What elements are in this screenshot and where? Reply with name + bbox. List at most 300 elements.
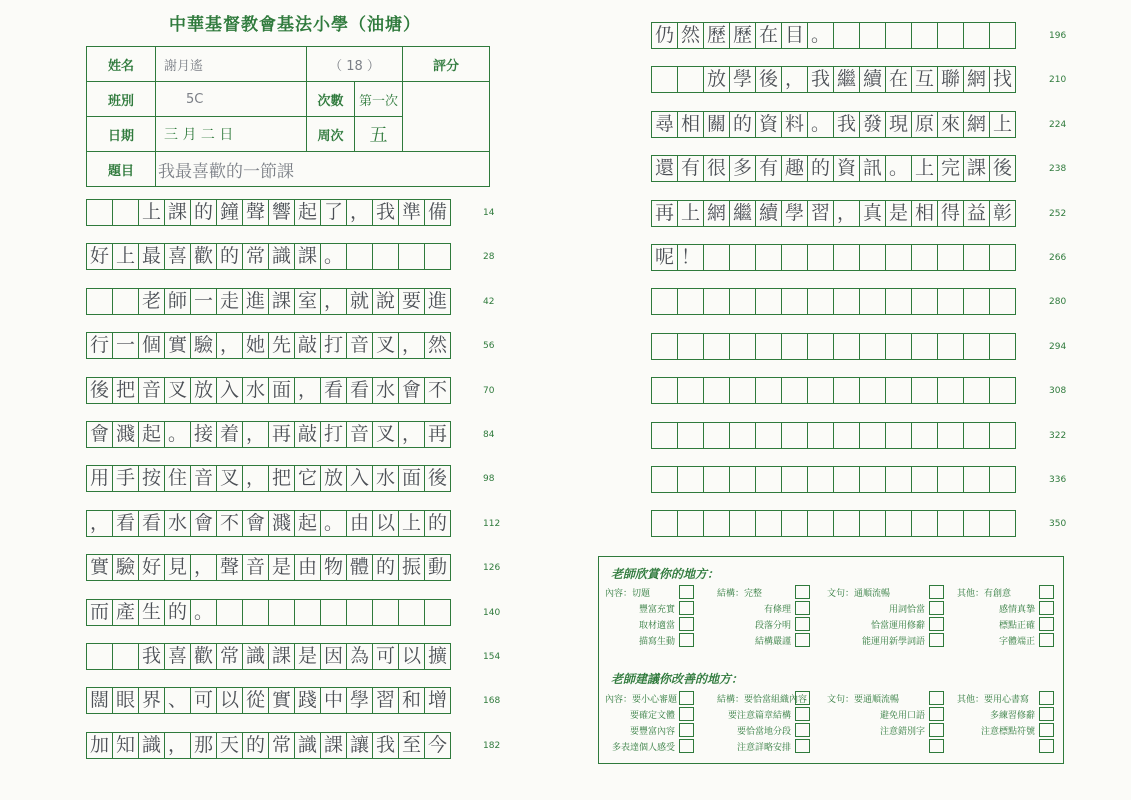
grid-cell [86,288,113,315]
grid-cell [963,510,990,537]
grid-cell: 再 [424,421,451,448]
feedback-checkbox[interactable] [795,617,810,631]
grid-cell: ， [833,200,860,227]
feedback-checkbox[interactable] [1039,739,1054,753]
grid-cell [651,333,678,360]
feedback-item: 內容：要小心審題 [605,695,678,705]
grid-cell [911,377,938,404]
grid-cell: 不 [216,510,243,537]
grid-cell [703,244,730,271]
grid-cell: 叉 [372,421,399,448]
feedback-item: 多表達個人感受 [611,743,675,753]
grid-cell: 實 [268,687,295,714]
grid-row [86,643,450,670]
grid-cell: 增 [424,687,451,714]
grid-cell: 敲 [294,421,321,448]
grid-row [651,333,1015,360]
grid-cell: 最 [138,243,165,270]
grid-cell [372,599,399,626]
times-value: 第一次 [358,93,398,109]
grid-cell: 聯 [937,66,964,93]
grid-cell [937,244,964,271]
grid-cell: 一 [190,288,217,315]
grid-cell: 物 [320,554,347,581]
grid-cell [216,599,243,626]
grid-cell: 相 [677,111,704,138]
improve-title: 老師建議你改善的地方： [611,672,744,686]
grid-cell: 水 [242,377,269,404]
grid-cell [703,510,730,537]
grid-cell [320,599,347,626]
grid-cell: 而 [86,599,113,626]
feedback-checkbox[interactable] [679,601,694,615]
character-count: 210 [1049,75,1067,86]
grid-cell [833,466,860,493]
grid-cell: 再 [268,421,295,448]
grid-cell [677,377,704,404]
feedback-checkbox[interactable] [1039,723,1054,737]
character-count: 42 [483,296,495,307]
feedback-checkbox[interactable] [929,617,944,631]
grid-cell [729,244,756,271]
grid-cell: 敲 [294,332,321,359]
feedback-checkbox[interactable] [1039,585,1054,599]
grid-cell: 和 [398,687,425,714]
feedback-item: 結構嚴謹 [754,637,791,647]
grid-cell [677,288,704,315]
grid-cell: 學 [781,200,808,227]
grid-cell [807,377,834,404]
grid-cell: 聲 [216,554,243,581]
grid-cell [885,288,912,315]
character-count: 140 [483,607,501,618]
character-count: 238 [1049,164,1067,175]
grid-cell: 發 [859,111,886,138]
character-count: 98 [483,474,495,485]
grid-cell: 有 [677,155,704,182]
grid-cell: 課 [320,732,347,759]
grid-cell: 。 [807,22,834,49]
grid-cell [729,288,756,315]
grid-cell: 仍 [651,22,678,49]
feedback-checkbox[interactable] [1039,601,1054,615]
feedback-checkbox[interactable] [929,601,944,615]
feedback-checkbox[interactable] [795,723,810,737]
feedback-item: 用詞恰當 [888,605,925,615]
grid-cell: 再 [651,200,678,227]
feedback-item: 有條理 [763,605,791,615]
grid-cell [937,422,964,449]
grid-cell [755,377,782,404]
grid-cell: 眼 [112,687,139,714]
name-value: 謝月遙 [156,47,307,82]
character-count: 350 [1049,519,1067,530]
feedback-checkbox[interactable] [679,633,694,647]
grid-cell: 課 [963,155,990,182]
grid-cell: 習 [372,687,399,714]
grid-cell: ， [398,332,425,359]
grid-cell: 我 [372,199,399,226]
feedback-checkbox[interactable] [1039,691,1054,705]
feedback-checkbox[interactable] [929,633,944,647]
grid-cell: 打 [320,332,347,359]
grid-cell: 看 [138,510,165,537]
grid-row [86,599,450,626]
grid-row [651,377,1015,404]
topic-value: 我最喜歡的一節課 [156,152,490,187]
grid-cell: 鐘 [216,199,243,226]
grid-cell: 從 [242,687,269,714]
feedback-checkbox[interactable] [679,739,694,753]
grid-cell [859,510,886,537]
class-value: 5C [156,82,307,117]
grid-cell: 了 [320,199,347,226]
times-label: 次數 [307,82,355,116]
feedback-checkbox[interactable] [679,691,694,705]
grid-cell [911,333,938,360]
character-count: 308 [1049,386,1067,397]
grid-cell: 產 [112,599,139,626]
grid-cell [755,333,782,360]
feedback-item: 要恰當地分段 [736,727,791,737]
feedback-item: 其他：要用心書寫 [957,695,1030,705]
feedback-checkbox[interactable] [929,691,944,705]
grid-cell: 接 [190,421,217,448]
grid-cell: 原 [911,111,938,138]
grid-cell [729,510,756,537]
grid-cell: 放 [320,465,347,492]
grid-cell: 那 [190,732,217,759]
feedback-item: 文句：通順流暢 [827,589,891,599]
grid-cell [833,377,860,404]
grid-cell [911,466,938,493]
grid-cell: 益 [963,200,990,227]
grid-cell: 至 [398,732,425,759]
grid-cell [677,66,704,93]
grid-cell: 。 [807,111,834,138]
grid-cell [755,422,782,449]
grid-cell: 上 [911,155,938,182]
grid-cell: 在 [755,22,782,49]
grid-row [86,465,450,492]
grid-cell: 濺 [268,510,295,537]
feedback-item: 標點正確 [998,621,1035,631]
grid-row [651,288,1015,315]
grid-row [86,288,450,315]
grid-cell: 的 [807,155,834,182]
grid-cell [781,377,808,404]
grid-cell: 課 [268,288,295,315]
grid-cell: 常 [216,643,243,670]
grid-cell: 繼 [833,66,860,93]
week-value: 五 [369,125,388,146]
grid-cell [937,288,964,315]
grid-cell [703,466,730,493]
grid-cell: 上 [112,243,139,270]
grid-cell [963,22,990,49]
grid-cell [937,22,964,49]
grid-cell: 室 [294,288,321,315]
grid-cell [807,466,834,493]
grid-cell [859,333,886,360]
grid-cell: 一 [112,332,139,359]
feedback-item: 能運用新學詞語 [861,637,925,647]
grid-cell: 由 [346,510,373,537]
feedback-checkbox[interactable] [795,739,810,753]
grid-cell: 然 [424,332,451,359]
character-count: 84 [483,430,495,440]
feedback-checkbox[interactable] [795,601,810,615]
grid-cell [885,333,912,360]
grid-cell: 天 [216,732,243,759]
feedback-checkbox[interactable] [679,585,694,599]
grid-cell [859,22,886,49]
grid-cell [781,510,808,537]
grid-cell [833,510,860,537]
grid-cell [424,599,451,626]
grid-cell: 還 [651,155,678,182]
grid-cell [937,377,964,404]
grid-cell: 因 [320,643,347,670]
grid-cell: 面 [398,465,425,492]
grid-row [651,66,1015,93]
feedback-item: 恰當運用修辭 [870,621,925,631]
feedback-checkbox[interactable] [679,723,694,737]
grid-cell: 實 [164,332,191,359]
grid-cell [755,466,782,493]
grid-cell: 歡 [190,243,217,270]
grid-cell: ， [320,288,347,315]
grid-cell: 音 [346,421,373,448]
grid-cell [833,22,860,49]
grid-cell: 師 [164,288,191,315]
grid-cell [807,244,834,271]
grid-cell: ， [781,66,808,93]
grid-cell [911,510,938,537]
grid-row [86,421,450,448]
grid-cell [398,243,425,270]
grid-cell: 在 [885,66,912,93]
character-count: 266 [1049,253,1067,263]
grid-cell: 是 [268,554,295,581]
grid-cell [703,377,730,404]
grid-cell: 常 [242,243,269,270]
feedback-item: 豐富充實 [638,605,675,615]
grid-cell: 完 [937,155,964,182]
grid-cell [859,422,886,449]
grid-cell [86,643,113,670]
feedback-checkbox[interactable] [795,691,810,705]
grid-cell: 我 [372,732,399,759]
grid-cell [294,599,321,626]
feedback-checkbox[interactable] [795,707,810,721]
character-count: 294 [1049,341,1067,352]
grid-cell: 準 [398,199,425,226]
character-count: 336 [1049,475,1067,485]
grid-cell: 它 [294,465,321,492]
grid-cell [989,377,1016,404]
grid-cell: 老 [138,288,165,315]
grid-cell: 讓 [346,732,373,759]
grid-cell [755,288,782,315]
grid-cell: 放 [703,66,730,93]
grid-cell: 上 [989,111,1016,138]
grid-cell: ， [294,377,321,404]
grid-cell: 面 [268,377,295,404]
feedback-item: 注意詳略安排 [736,743,791,753]
feedback-item: 注意錯別字 [879,727,925,737]
grid-cell: 入 [216,377,243,404]
name-label: 姓名 [87,47,156,82]
grid-cell: 來 [937,111,964,138]
feedback-checkbox[interactable] [795,585,810,599]
grid-cell: 常 [268,732,295,759]
grid-cell [651,466,678,493]
grid-cell: 以 [216,687,243,714]
feedback-checkbox[interactable] [679,617,694,631]
grid-cell: 備 [424,199,451,226]
grid-cell: 學 [729,66,756,93]
grid-cell: 歷 [703,22,730,49]
grid-cell: 後 [424,465,451,492]
grid-cell [859,244,886,271]
grid-cell [989,244,1016,271]
grid-cell [651,377,678,404]
grid-cell: 的 [372,554,399,581]
week-cell [307,117,403,152]
character-count: 252 [1049,208,1067,219]
grid-cell: ， [190,554,217,581]
grid-cell: 相 [911,200,938,227]
grid-cell: 用 [86,465,113,492]
character-count: 112 [483,518,501,529]
grid-cell: 進 [424,288,451,315]
grid-cell [729,422,756,449]
grid-cell [346,243,373,270]
feedback-checkbox[interactable] [795,633,810,647]
grid-cell: 是 [294,643,321,670]
topic-label: 題目 [87,152,156,187]
grid-cell: ， [242,465,269,492]
grid-cell: 彰 [989,200,1016,227]
grid-cell: 振 [398,554,425,581]
grid-cell [989,510,1016,537]
grid-cell: 學 [346,687,373,714]
grid-cell: 、 [164,687,191,714]
grid-cell: 關 [703,111,730,138]
feedback-item: 要確定文體 [629,711,675,721]
feedback-checkbox[interactable] [1039,707,1054,721]
grid-cell: 資 [755,111,782,138]
grid-cell: 識 [138,732,165,759]
grid-cell [989,466,1016,493]
grid-cell: 真 [859,200,886,227]
grid-cell [885,22,912,49]
grid-cell: 水 [372,377,399,404]
grid-cell: 水 [372,465,399,492]
grid-row [86,554,450,581]
feedback-checkbox[interactable] [679,707,694,721]
character-count: 322 [1049,430,1067,441]
grid-cell [885,422,912,449]
grid-cell: 我 [833,111,860,138]
grid-row [86,510,450,537]
grid-cell: 中 [320,687,347,714]
grid-cell [651,422,678,449]
grid-cell [372,243,399,270]
grid-cell [112,288,139,315]
grid-row [651,22,1015,49]
date-label: 日期 [87,117,156,152]
feedback-checkbox[interactable] [1039,633,1054,647]
grid-cell: 先 [268,332,295,359]
grid-row [651,111,1015,138]
grid-cell [833,244,860,271]
grid-cell: 上 [398,510,425,537]
grid-cell: 的 [242,732,269,759]
grid-cell [703,422,730,449]
grid-cell: 起 [294,199,321,226]
grid-cell: 擴 [424,643,451,670]
grid-cell: 後 [755,66,782,93]
grid-cell [833,288,860,315]
feedback-checkbox[interactable] [929,739,944,753]
grid-cell: 識 [242,643,269,670]
feedback-checkbox[interactable] [929,707,944,721]
character-count: 196 [1049,31,1067,41]
grid-row [651,200,1015,227]
feedback-checkbox[interactable] [929,585,944,599]
grid-cell: 音 [190,465,217,492]
grid-cell [989,288,1016,315]
grid-cell [677,333,704,360]
character-count: 168 [483,696,501,707]
grid-cell: 生 [138,599,165,626]
grid-cell: 闊 [86,687,113,714]
grid-cell [911,22,938,49]
feedback-item: 要注意篇章結構 [727,711,791,721]
feedback-checkbox[interactable] [1039,617,1054,631]
grid-cell [703,333,730,360]
grid-cell [398,599,425,626]
grid-cell: 可 [190,687,217,714]
grid-cell [112,643,139,670]
grid-cell: ， [164,732,191,759]
grid-cell: 的 [216,243,243,270]
grid-cell: 響 [268,199,295,226]
grid-cell [963,244,990,271]
grid-cell: 續 [755,200,782,227]
grid-cell: 起 [138,421,165,448]
feedback-checkbox[interactable] [929,723,944,737]
grid-cell: 好 [86,243,113,270]
grid-cell [807,510,834,537]
feedback-item: 結構：完整 [717,589,763,599]
grid-cell: 實 [86,554,113,581]
grid-row [86,732,450,759]
grid-cell: 驗 [190,332,217,359]
grid-cell [755,510,782,537]
grid-cell: 我 [138,643,165,670]
grid-cell: 不 [424,377,451,404]
grid-cell [989,22,1016,49]
grid-cell [937,510,964,537]
grid-cell: 很 [703,155,730,182]
character-count: 154 [483,652,501,662]
grid-cell [424,243,451,270]
date-value: 三 月 二 日 [156,117,307,152]
grid-cell [833,422,860,449]
